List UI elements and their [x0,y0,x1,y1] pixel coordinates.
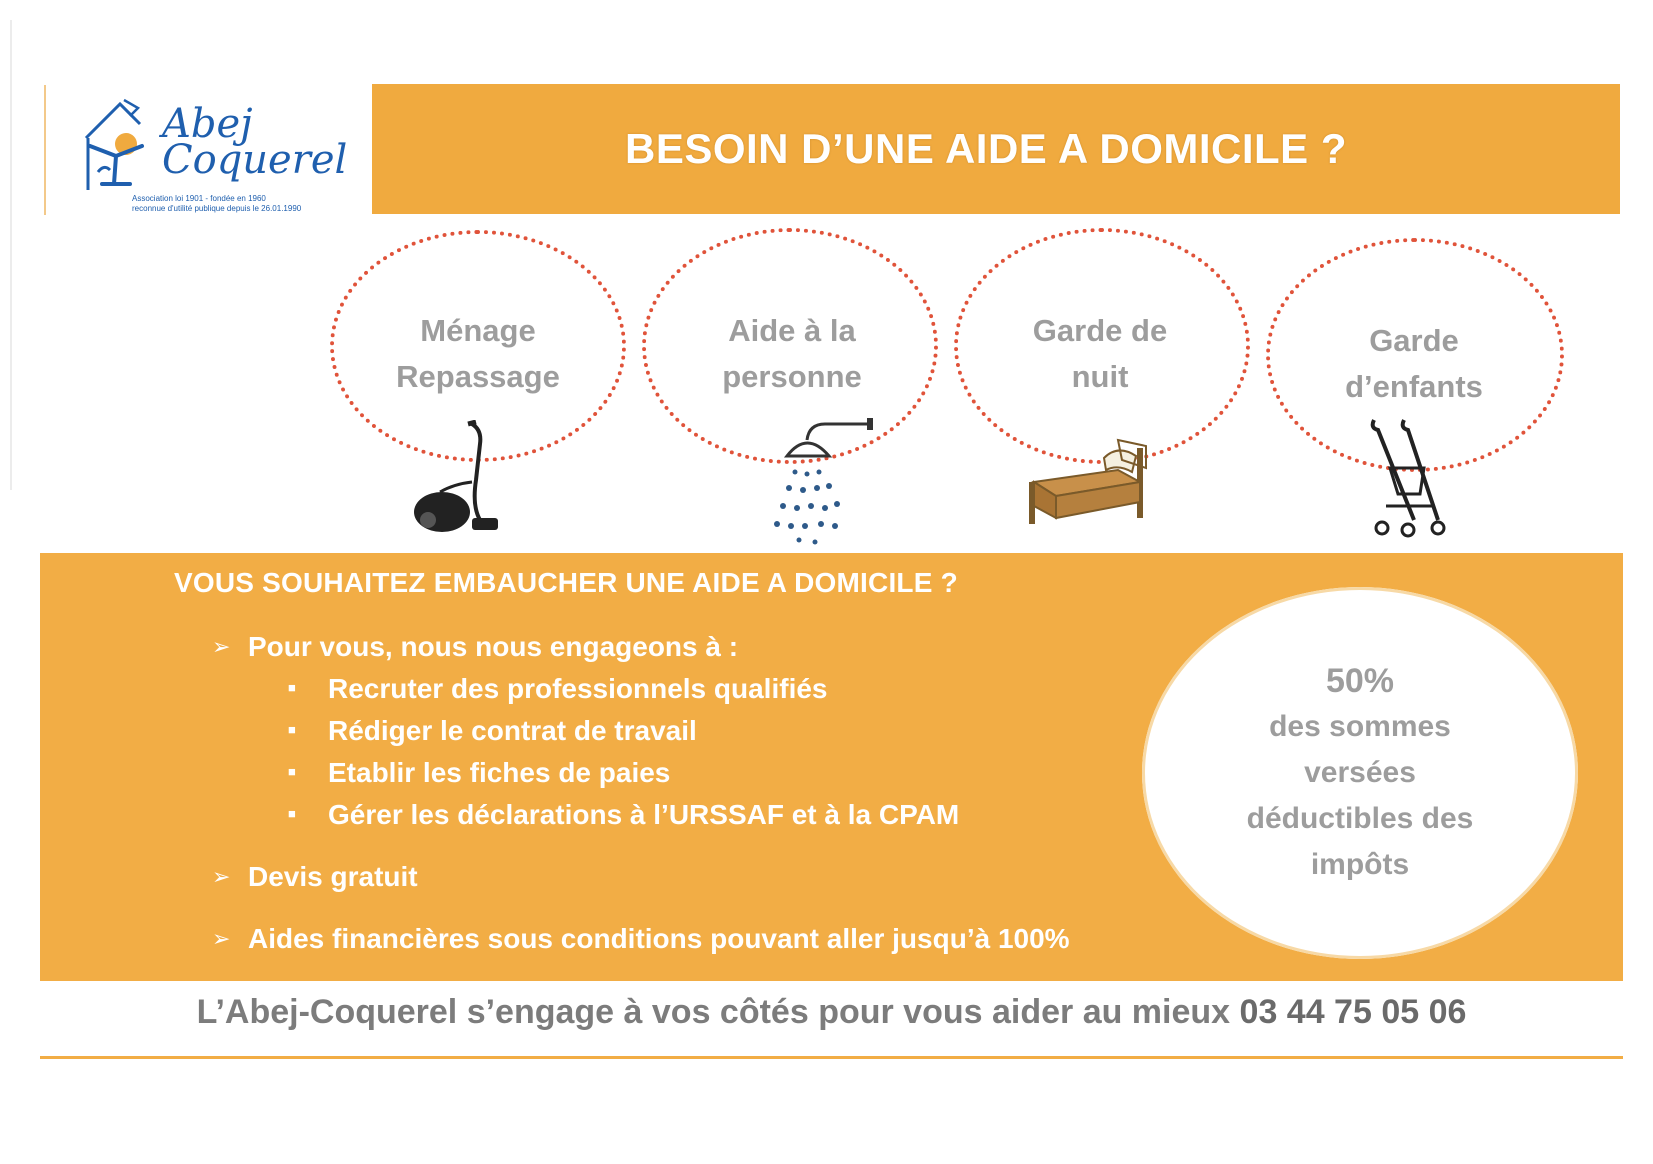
logo-name-line1: Abej [162,101,253,147]
phone-number: 03 44 75 05 06 [1239,993,1467,1031]
scan-edge-line [10,20,12,490]
commitment-item [288,757,670,789]
logo-name-line2: Coquerel [162,137,348,183]
commitment-item [288,673,828,705]
commitment-intro-item [212,631,738,663]
quote-item [212,861,418,893]
commitment-text: Gérer les déclarations à l’URSSAF et à la CPAM [328,799,960,830]
logo-tagline-line2: reconnue d'utilité publique depuis le 26.01.1990 [132,204,302,213]
service-label [990,308,1210,400]
square-bullet-icon: ■ [288,806,296,821]
commitment-intro-text: Pour vous, nous nous engageons à : [248,631,739,662]
tax-deduction-line2: versées [1304,756,1416,789]
quote-text: Devis gratuit [248,861,418,892]
page-title: BESOIN D’UNE AIDE A DOMICILE ? [624,125,1348,172]
service-label-line1: Garde [1369,323,1459,358]
commitment-item [288,715,697,747]
service-label [682,308,902,400]
square-bullet-icon: ■ [288,722,296,737]
service-label-line1: Aide à la [728,313,856,348]
logo-tagline-line1: Association loi 1901 - fondée en 1960 [132,194,266,203]
footer-divider [40,1056,1623,1059]
info-title: VOUS SOUHAITEZ EMBAUCHER UNE AIDE A DOMICILE ? [174,567,958,598]
tax-deduction-line4: impôts [1310,848,1410,881]
tax-deduction-line1: des sommes [1269,710,1451,743]
footer-text: L’Abej-Coquerel s’engage à vos côtés pour vous aider au mieux [196,993,1240,1031]
bed-icon [1022,432,1152,528]
commitment-text: Recruter des professionnels qualifiés [328,673,828,704]
tax-deduction-percent: 50% [1325,662,1395,700]
header-band [372,84,1620,214]
service-label-line2: personne [722,359,862,394]
commitment-text: Etablir les fiches de paies [328,757,671,788]
service-label-line2: d’enfants [1345,369,1483,404]
service-label-line2: nuit [1071,359,1129,394]
arrow-bullet-icon: ➢ [212,634,231,659]
logo-figure-icon [80,98,170,194]
service-label-line1: Ménage [420,313,536,348]
service-label [368,308,588,400]
stroller-icon [1360,416,1460,538]
service-label-line1: Garde de [1032,313,1168,348]
service-label-line2: Repassage [396,359,560,394]
financial-aid-item [212,923,1070,955]
logo-divider [44,85,46,215]
square-bullet-icon: ■ [288,764,296,779]
arrow-bullet-icon: ➢ [212,864,231,889]
footer-tagline [40,993,1623,1032]
vacuum-cleaner-icon [410,420,520,540]
service-label [1304,318,1524,410]
commitment-item [288,799,959,831]
square-bullet-icon: ■ [288,680,296,695]
financial-aid-text: Aides financières sous conditions pouvant aller jusqu’à 100% [248,923,1070,954]
commitment-text: Rédiger le contrat de travail [328,715,697,746]
shower-icon [765,410,885,550]
tax-deduction-line3: déductibles des [1246,802,1474,835]
abej-coquerel-logo [80,98,350,218]
tax-deduction-badge [1142,587,1578,959]
arrow-bullet-icon: ➢ [212,926,231,951]
